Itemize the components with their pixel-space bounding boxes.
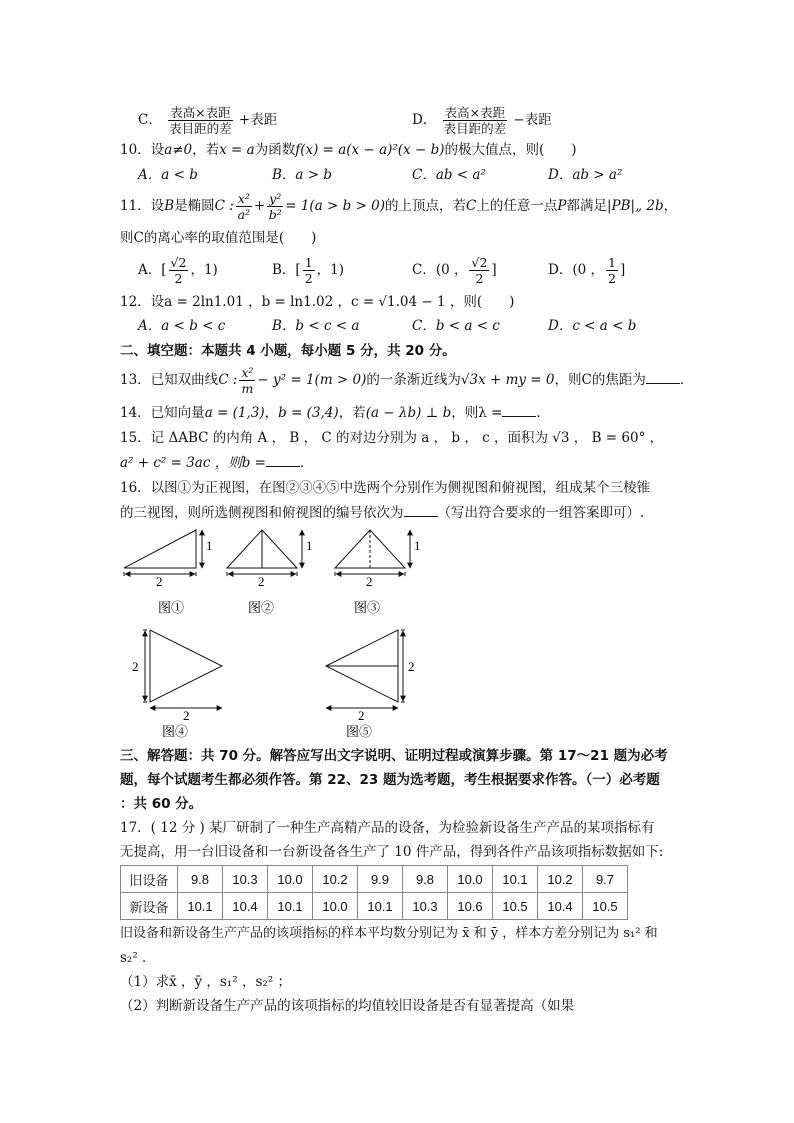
text: ，1) [316, 262, 344, 278]
q17-stem-line2: 无提高，用一台旧设备和一台新设备各生产了 10 件产品，得到各件产品该项指标数据如下: [120, 844, 664, 860]
figure-label: 图① [158, 600, 185, 615]
dimension-label: 2 [156, 574, 163, 589]
text: ] [619, 262, 626, 278]
numerator: x² [237, 191, 250, 206]
table-cell: 9.7 [583, 866, 628, 893]
math: |PB|„ 2b [606, 198, 664, 214]
figure-3 [335, 530, 410, 576]
row-header: 旧设备 [121, 866, 178, 893]
table-cell: 10.1 [358, 893, 403, 920]
q10-option-a[interactable]: A．a < b [138, 167, 198, 183]
option-tail: −表距 [513, 112, 552, 128]
text: 的极大值点，则( ) [444, 142, 577, 158]
denominator: b² [268, 207, 282, 222]
table-row [121, 893, 628, 920]
denominator: 2 [475, 271, 484, 286]
figure-1-front-view [124, 530, 202, 576]
figure-label: 图③ [354, 600, 381, 615]
q11-stem-line2: 则C的离心率的取值范围是( ) [120, 230, 317, 246]
text: 上的任意一点 [476, 198, 558, 214]
fraction [267, 191, 283, 222]
figure-2 [227, 530, 302, 576]
numerator: 1 [607, 255, 616, 270]
fraction [239, 365, 255, 396]
fraction [236, 191, 252, 222]
math: a² + c² = 3ac ，则b = [120, 455, 266, 471]
q12-option-c[interactable]: C．b < a < c [412, 318, 500, 334]
q16-stem-line1: 16．以图①为正视图，在图②③④⑤中选两个分别作为侧视图和俯视图，组成某个三棱锥 [120, 480, 651, 496]
section-heading-answer-line3: ：共 60 分。 [120, 796, 203, 812]
text: （写出符合要求的一组答案即可）. [437, 505, 645, 521]
math: a≠0 [164, 142, 193, 158]
figure-label: 图② [248, 600, 275, 615]
table-cell: 10.2 [313, 866, 358, 893]
q17-subquestion-2: （2）判断新设备生产产品的该项指标的均值较旧设备是否有显著提高（如果 [120, 998, 575, 1014]
option-label: C． [138, 112, 162, 128]
text: 10．设 [120, 142, 165, 158]
denominator: 表目距的差 [443, 121, 507, 136]
numerator: √2 [471, 255, 488, 270]
figure-row-2 [110, 624, 430, 742]
table-cell: 10.0 [448, 866, 493, 893]
math: B [164, 198, 175, 214]
fraction [443, 105, 507, 136]
section-heading-answer-line2: 题，每个试题考生都必须作答。第 22、23 题为选考题，考生根据要求作答。（一）必考题 [120, 772, 660, 788]
table-row [121, 866, 628, 893]
text: 的上顶点，若 [385, 198, 467, 214]
table-cell: 10.5 [493, 893, 538, 920]
q10-option-d[interactable]: D．ab > a² [548, 167, 623, 183]
table-cell: 10.3 [223, 866, 268, 893]
q11-option-c[interactable] [412, 252, 497, 288]
q11-stem [120, 188, 677, 224]
math: (a − λb) ⊥ b [365, 405, 452, 421]
text: 是椭圆 [174, 198, 215, 214]
fraction [169, 255, 189, 286]
denominator: a² [237, 207, 251, 222]
numerator: 1 [304, 255, 313, 270]
q17-subquestion-1: （1）求x̄ ，ȳ ，s₁² ，s₂² ； [120, 974, 291, 990]
table-cell: 10.2 [538, 866, 583, 893]
q12-option-a[interactable]: A．a < b < c [138, 318, 226, 334]
dimension-label: 2 [183, 708, 190, 723]
fraction [303, 255, 315, 286]
text: B．[ [272, 262, 301, 278]
q9-option-c[interactable] [138, 102, 277, 138]
q15-stem-line1: 15．记 ΔABC 的内角 A ， B ， C 的对边分别为 a ， b ， c ，面积为 √3 ， B = 60° ， [120, 430, 664, 446]
q10-stem [120, 140, 577, 160]
math: f(x) = a(x − a)²(x − b) [295, 142, 445, 158]
q12-stem: 12．设a = 2ln1.01 ，b = ln1.02 ，c = √1.04 − 1 ，则( ) [120, 294, 515, 310]
q17-stem-line4: s₂² ． [120, 950, 156, 966]
section-heading-fill-in: 二、填空题：本题共 4 小题，每小题 5 分，共 20 分。 [120, 343, 456, 359]
text: ，1) [190, 262, 218, 278]
text: ，则λ = [451, 405, 503, 421]
text: 13．已知双曲线 [120, 372, 219, 388]
numerator: x² [241, 365, 254, 380]
q9-option-d[interactable] [412, 102, 552, 138]
q11-option-b[interactable] [272, 252, 344, 288]
answer-blank[interactable] [266, 452, 300, 467]
text: 为函数 [254, 142, 296, 158]
q14-stem [120, 402, 550, 423]
answer-blank[interactable] [502, 402, 536, 417]
math: C [466, 198, 477, 214]
q12-option-b[interactable]: B．b < c < a [272, 318, 360, 334]
text: ] [491, 262, 497, 278]
table-cell: 10.3 [403, 893, 448, 920]
dimension-label: 2 [132, 659, 139, 674]
q13-stem [120, 362, 693, 398]
q17-data-table [120, 865, 628, 920]
text: ，若 [192, 142, 220, 158]
text: ． [299, 455, 314, 471]
figure-4 [143, 630, 222, 708]
table-cell: 10.0 [313, 893, 358, 920]
table-cell: 10.4 [538, 893, 583, 920]
denominator: m [241, 381, 254, 396]
text: ． [536, 405, 550, 421]
text: C．(0 ， [412, 262, 468, 278]
numerator: y² [269, 191, 282, 206]
text: ． [679, 372, 694, 388]
answer-blank[interactable] [404, 502, 438, 517]
figure-label: 图④ [162, 724, 189, 739]
numerator: 表高×表距 [170, 105, 231, 120]
q17-stem-line1: 17．( 12 分 ) 某厂研制了一种生产高精产品的设备，为检验新设备生产产品的某项指标有 [120, 820, 655, 836]
denominator: 2 [304, 271, 313, 286]
math: = 1(a > b > 0) [285, 198, 386, 214]
table-cell: 9.8 [178, 866, 223, 893]
figure-label: 图⑤ [346, 724, 373, 739]
text: ，则C的焦距为 [554, 372, 646, 388]
option-label: D． [412, 112, 437, 128]
text: ， [663, 198, 678, 214]
table-cell: 9.9 [358, 866, 403, 893]
fraction [469, 255, 489, 286]
table-cell: 9.8 [403, 866, 448, 893]
q10-option-c[interactable]: C．ab < a² [412, 167, 486, 183]
q12-option-d[interactable]: D．c < a < b [548, 318, 637, 334]
table-cell: 10.6 [448, 893, 493, 920]
math: x = a [219, 142, 255, 158]
q15-stem-line2 [120, 452, 313, 473]
math: √3x + my = 0 [460, 372, 555, 388]
q10-option-b[interactable]: B．a > b [272, 167, 333, 183]
text: 14．已知向量 [120, 405, 205, 421]
table-cell: 10.1 [178, 893, 223, 920]
figure-row-1 [110, 522, 430, 622]
dimension-label: 2 [408, 659, 415, 674]
text: ，若 [338, 405, 366, 421]
table-cell: 10.1 [268, 893, 313, 920]
math: b = (3,4) [278, 405, 339, 421]
dimension-label: 1 [206, 538, 213, 553]
dimension-label: 1 [306, 538, 313, 553]
fraction [606, 255, 618, 286]
denominator: 2 [607, 271, 616, 286]
q17-stem-line3: 旧设备和新设备生产产品的该项指标的样本平均数分别记为 x̄ 和 ȳ ，样本方差分别记为 s₁² 和 [120, 926, 658, 941]
dimension-label: 1 [414, 538, 421, 553]
row-header: 新设备 [121, 893, 178, 920]
dimension-label: 2 [366, 574, 373, 589]
text: 的三视图，则所选侧视图和俯视图的编号依次为 [120, 505, 404, 521]
denominator: 2 [174, 271, 183, 286]
q11-option-d[interactable] [548, 252, 625, 288]
text: 11．设 [120, 198, 165, 214]
numerator: √2 [170, 255, 187, 270]
text: A．[ [138, 262, 167, 278]
math: C : [218, 372, 238, 388]
math: a = (1,3) [204, 405, 265, 421]
math: P [557, 198, 567, 214]
dimension-label: 2 [258, 574, 265, 589]
math: − y² = 1(m > 0) [257, 372, 367, 388]
text: 的一条渐近线为 [366, 372, 461, 388]
figure-5 [326, 630, 405, 708]
dimension-label: 2 [358, 708, 365, 723]
table-cell: 10.4 [223, 893, 268, 920]
text: 都满足 [566, 198, 607, 214]
q16-stem-line2 [120, 502, 644, 523]
table-cell: 10.1 [493, 866, 538, 893]
fraction [168, 105, 232, 136]
q11-option-a[interactable] [138, 252, 218, 288]
numerator: 表高×表距 [444, 105, 506, 120]
text: ， [264, 405, 279, 421]
answer-blank[interactable] [646, 369, 680, 384]
math: + [253, 198, 266, 214]
math: C : [214, 198, 234, 214]
table-cell: 10.0 [268, 866, 313, 893]
table-cell: 10.5 [583, 893, 628, 920]
denominator: 表目距的差 [169, 121, 232, 136]
text: D．(0 ， [548, 262, 604, 278]
option-tail: +表距 [238, 112, 278, 128]
section-heading-answer-line1: 三、解答题：共 70 分。解答应写出文字说明、证明过程或演算步骤。第 17～21 题为必考 [120, 748, 668, 764]
